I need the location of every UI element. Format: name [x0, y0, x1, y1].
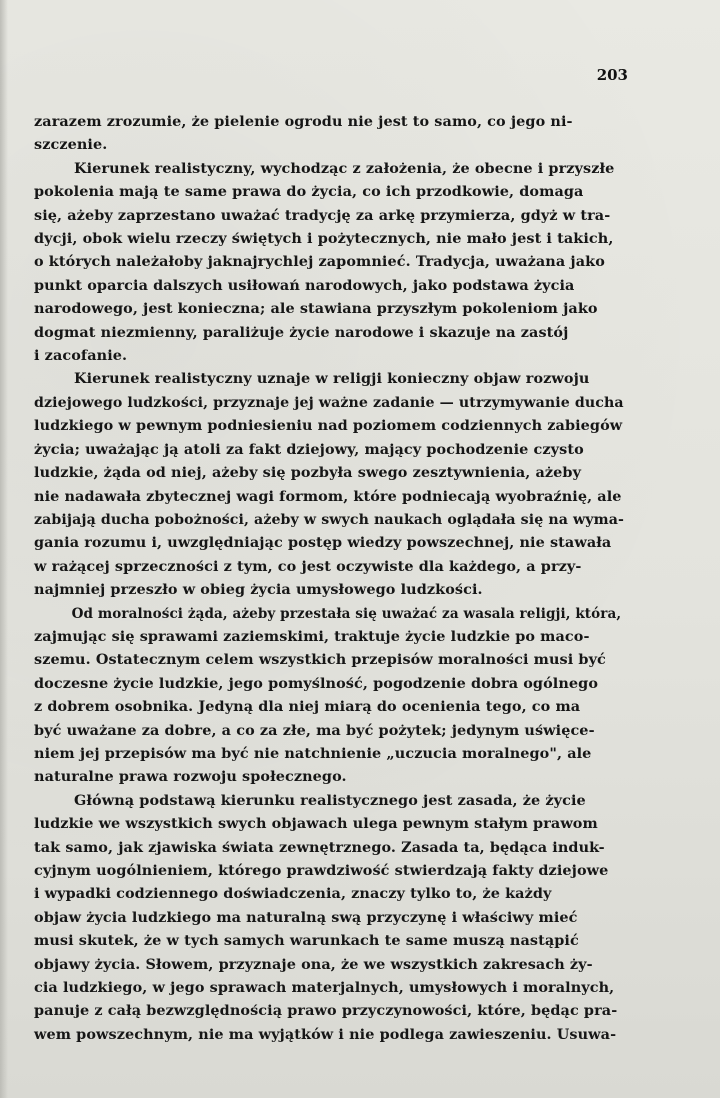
text-line: szczenie.	[34, 136, 108, 154]
text-line: wem powszechnym, nie ma wyjątków i nie podlega zawieszeniu. Usuwa-	[34, 1025, 617, 1043]
text-line: doczesne życie ludzkie, jego pomyślność, pogodzenie dobra ogólnego	[34, 674, 599, 692]
text-line: pokolenia mają te same prawa do życia, co ich przodkowie, domaga	[34, 183, 584, 201]
text-line: objawy życia. Słowem, przyznaje ona, że we wszystkich zakresach ży-	[34, 955, 593, 973]
text-line: szemu. Ostatecznym celem wszystkich przepisów moralności musi być	[34, 651, 606, 669]
paragraph	[34, 602, 624, 789]
text-line: ludzkie, żąda od niej, ażeby się pozbyła swego zesztywnienia, ażeby	[34, 464, 582, 482]
text-line: życia; uważając ją atoli za fakt dziejowy, mający pochodzenie czysto	[34, 440, 584, 458]
paragraph	[34, 110, 624, 157]
text-line: musi skutek, że w tych samych warunkach te same muszą nastąpić	[34, 932, 579, 950]
page-number: 203	[596, 66, 628, 84]
text-line: punkt oparcia dalszych usiłowań narodowych, jako podstawa życia	[34, 276, 575, 294]
text-line: dziejowego ludzkości, przyznaje jej ważne zadanie — utrzymywanie ducha	[34, 393, 624, 411]
body-text	[34, 110, 624, 1046]
text-line: Od moralności żąda, ażeby przestała się uważać za wasala religji, która,	[71, 604, 622, 622]
text-line: najmniej przeszło w obieg życia umysłowego ludzkości.	[34, 581, 483, 599]
text-line: nie nadawała zbytecznej wagi formom, które podniecają wyobraźnię, ale	[34, 487, 622, 505]
text-line: tak samo, jak zjawiska świata zewnętrznego. Zasada ta, będąca induk-	[34, 838, 605, 856]
text-line: z dobrem osobnika. Jedyną dla niej miarą do ocenienia tego, co ma	[34, 698, 581, 716]
text-line: Kierunek realistyczny uznaje w religji konieczny objaw rozwoju	[74, 370, 590, 388]
paragraph	[34, 157, 624, 368]
text-line: dycji, obok wielu rzeczy świętych i pożytecznych, nie mało jest i takich,	[34, 230, 614, 248]
text-line: i wypadki codziennego doświadczenia, znaczy tylko to, że każdy	[34, 885, 552, 903]
text-line: cyjnym uogólnieniem, którego prawdziwość stwierdzają fakty dziejowe	[34, 862, 609, 879]
text-line: gania rozumu i, uwzględniając postęp wiedzy powszechnej, nie stawała	[34, 534, 612, 552]
text-line: zajmując się sprawami zaziemskimi, traktuje życie ludzkie po maco-	[34, 627, 590, 645]
text-line: się, ażeby zaprzestano uważać tradycję za arkę przymierza, gdyż w tra-	[34, 206, 611, 224]
text-line: być uważane za dobre, a co za złe, ma być pożytek; jedynym uświęce-	[34, 721, 595, 739]
paragraph	[34, 367, 624, 601]
text-line: objaw życia ludzkiego ma naturalną swą przyczynę i właściwy mieć	[34, 908, 578, 926]
text-line: i zacofanie.	[34, 347, 128, 365]
text-line: zarazem zrozumie, że pielenie ogrodu nie jest to samo, co jego ni-	[34, 113, 573, 130]
text-line: narodowego, jest konieczna; ale stawiana przyszłym pokoleniom jako	[34, 300, 598, 318]
text-line: dogmat niezmienny, paraliżuje życie narodowe i skazuje na zastój	[34, 323, 569, 341]
text-line: zabijają ducha pobożności, ażeby w swych naukach oglądała się na wyma-	[34, 510, 624, 528]
text-line: o których należałoby jaknajrychlej zapomnieć. Tradycja, uważana jako	[34, 253, 605, 271]
text-line: naturalne prawa rozwoju społecznego.	[34, 768, 347, 786]
paragraph	[34, 789, 624, 1046]
text-line: ludzkie we wszystkich swych objawach ulega pewnym stałym prawom	[34, 815, 598, 833]
text-line: Kierunek realistyczny, wychodząc z założenia, że obecne i przyszłe	[74, 159, 615, 177]
page-edge-shadow	[0, 0, 8, 1098]
text-line: Główną podstawą kierunku realistycznego jest zasada, że życie	[74, 791, 586, 809]
text-line: w rażącej sprzeczności z tym, co jest oczywiste dla każdego, a przy-	[34, 557, 582, 575]
text-line: panuje z całą bezwzględnością prawo przyczynowości, które, będąc pra-	[34, 1002, 618, 1020]
text-line: niem jej przepisów ma być nie natchnienie „uczucia moralnego", ale	[34, 744, 592, 762]
text-line: ludzkiego w pewnym podniesieniu nad poziomem codziennych zabiegów	[34, 417, 623, 435]
text-line: cia ludzkiego, w jego sprawach materjalnych, umysłowych i moralnych,	[34, 979, 615, 997]
